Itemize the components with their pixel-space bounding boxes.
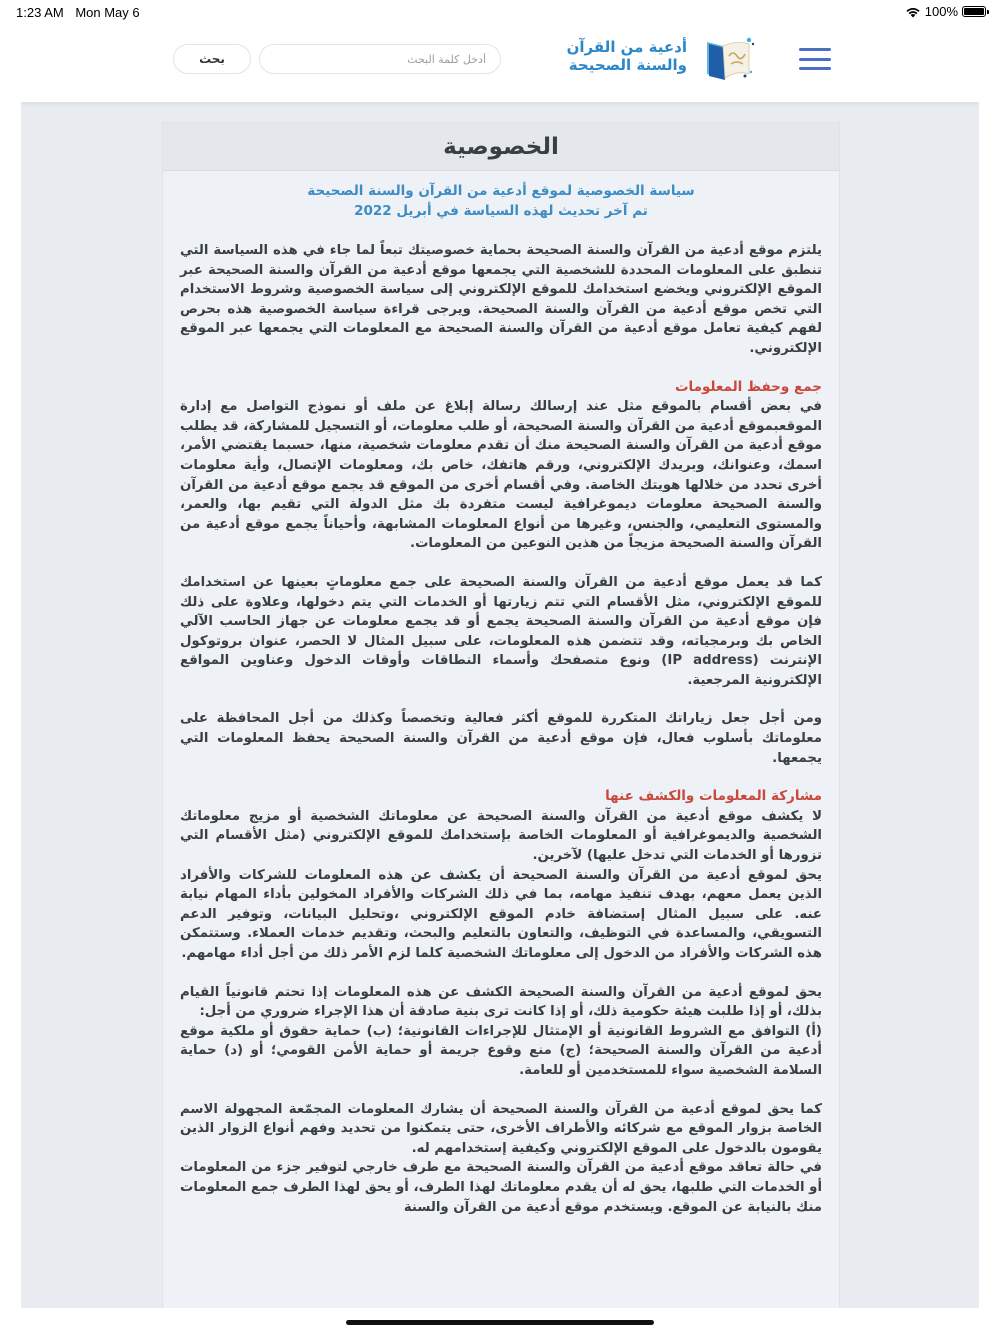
paragraph: لا يكشف موقع أدعية من القرآن والسنة الصحيحة عن معلوماتك الشخصية أو مزيج معلوماتك الشخصية والديموغرافية أو المعلومات الخاصة بإستخدامك للموقع الإلكتروني (مثل الأقسام التي تزورها أو الخدمات التي تدخل عليها) لآخرين.	[180, 808, 822, 864]
paragraph: كما قد يعمل موقع أدعية من القرآن والسنة الصحيحة على جمع معلوماتٍ بعينها عن استخدامك للموقع الإلكتروني، مثل الأقسام التي تتم زيارتها أو الخدمات التي يتم دخولها، وعلاوة على ذلك فإن موقع أدعية من القرآن والسنة الصحيحة يجمع أو قد يجمع معلومات عن جهاز الحاسب الآلي الخاص بك وبرمجياته، وقد تتضمن هذه المعلومات، على سبيل المثال لا الحصر، عنوان بروتوكول الإنترنت (IP address) ونوع متصفحك وأسماء النطاقات وأوقات الدخول وعناوين المواقع الإلكترونية المرجعية.	[180, 574, 822, 688]
subtitle-line-1: سياسة الخصوصية لموقع أدعية من القرآن والسنة الصحيحة	[307, 183, 695, 199]
search-button[interactable]: بحث	[173, 44, 251, 74]
logo-line-1: أدعية من القرآن	[566, 38, 687, 56]
paragraph: يحق لموقع أدعية من القرآن والسنة الصحيحة الكشف عن هذه المعلومات إذا تحتم قانونياً القيام بذلك، أو إذا طلبت هيئة حكومية ذلك، أو إذا كانت ترى بنية صادقة أن هذا الإجراء ضروري من أجل:	[180, 984, 822, 1020]
search-input[interactable]	[259, 44, 501, 74]
paragraph: في حالة تعاقد موقع أدعية من القرآن والسنة الصحيحة مع طرف خارجي لتوفير جزء من المعلومات أو الخدمات التي طلبها، يحق له أن يقدم معلوماتك لهذا الطرف، أو يحق لهذا الطرف جمع المعلومات منك بالنيابة عن الموقع. ويستخدم موقع أدعية من القرآن والسنة	[180, 1160, 822, 1215]
page-title: الخصوصية	[443, 133, 559, 160]
hamburger-menu-icon[interactable]	[799, 48, 831, 70]
logo-line-2: والسنة الصحيحة	[568, 56, 687, 74]
status-time: 1:23 AM	[16, 5, 64, 20]
battery-percent: 100%	[924, 4, 958, 19]
book-calligraphy-logo-icon[interactable]	[701, 34, 761, 82]
subtitle-line-2: تم آخر تحديث لهذه السياسة في أبريل 2022	[354, 203, 648, 219]
privacy-card	[162, 122, 840, 1308]
paragraph: في بعض أقسام بالموقع مثل عند إرسالك رسالة إبلاغ عن ملف أو نموذج التواصل مع إدارة الموقعبموقع أدعية من القرآن والسنة الصحيحة، أو طلب معلومات، أو التسجيل للمشاركة، قد يطلب موقع أدعية من القرآن والسنة الصحيحة منك أن تقدم معلومات شخصية، منها، حسبما يقتضي الأمر، اسمك، وعنوانك، وبريدك الإلكتروني، ورقم هاتفك، خاص بك، ومعلومات الإتصال، وأية معلومات أخرى تحدد من خلالها هويتك الخاصة. وفي أقسام أخرى من الموقع قد يجمع موقع أدعية من القرآن والسنة الصحيحة معلومات ديموغرافية ليست متفردة بك مثل الدولة التي تقيم بها، والعمر، والمستوى التعليمي، والجنس، وغيرها من أنواع المعلومات المشابهة، وأحياناً يجمع موقع أدعية من القرآن والسنة الصحيحة مزيجاً من هذين النوعين من المعلومات.	[180, 399, 822, 552]
battery-icon	[962, 6, 986, 17]
status-date: Mon May 6	[75, 5, 140, 20]
status-bar	[0, 0, 1000, 24]
wifi-icon	[905, 6, 921, 18]
page	[21, 22, 979, 1308]
section-heading-sharing: مشاركة المعلومات والكشف عنها	[605, 788, 822, 805]
card-header	[163, 123, 839, 171]
paragraph: ومن أجل جعل زياراتك المتكررة للموقع أكثر فعالية وتخصصاً وكذلك من أجل المحافظة على معلوماتك بأسلوب فعال، فإن موقع أدعية من القرآن والسنة الصحيحة يحفظ المعلومات التي يجمعها.	[180, 711, 822, 766]
home-indicator[interactable]	[346, 1320, 654, 1325]
paragraph: يحق لموقع أدعية من القرآن والسنة الصحيحة أن يكشف عن هذه المعلومات للشركات والأفراد الذين يعمل معهم، بهدف تنفيذ مهامه، بما في ذلك الشركات والأفراد المخولين بأداء المهام نيابة عنه. على سبيل المثال إستضافة خادم الموقع الإلكتروني ،وتحليل البيانات، وتوفير الدعم التسويقي، والمساعدة في التوظيف، والتعاون بالتعليم والبحث، وتقديم خدمات العملاء. وستتمكن هذه الشركات والأفراد من الدخول إلى معلوماتك الشخصية كلما لزم الأمر ذلك من أجل أداء مهامهم.	[180, 867, 822, 961]
policy-subtitle	[180, 181, 822, 221]
intro-paragraph: يلتزم موقع أدعية من القرآن والسنة الصحيحة بحماية خصوصيتك تبعاً لما جاء في هذه السياسة التي تنطبق على المعلومات المحددة للشخصية التي يجمعها موقع أدعية من القرآن والسنة الصحيحة عبر الموقع الإلكتروني ويخضع استخدامك للموقع الإلكتروني إلى سياسة الخصوصية وشروط الاستخدام التي تخص موقع أدعية من القرآن والسنة الصحيحة. ويرجى قراءة سياسة الخصوصية هذه بحرص لفهم كيفية تعامل موقع أدعية من القرآن والسنة الصحيحة مع المعلومات التي يجمعها عبر الموقع الإلكتروني.	[180, 243, 822, 356]
navbar	[21, 22, 979, 102]
site-logo-text[interactable]	[527, 38, 687, 74]
card-body	[163, 171, 839, 1217]
section-heading-collection: جمع وحفظ المعلومات	[674, 378, 822, 395]
paragraph: كما يحق لموقع أدعية من القرآن والسنة الصحيحة أن يشارك المعلومات المجمّعة المجهولة الاسم الخاصة بزوار الموقع مع شركائه والأطراف الأخرى، حتى يتمكنوا من تحديد وفهم أنواع الزوار الذين يقومون بالدخول على الموقع الإلكتروني وكيفية إستخدامهم له.	[180, 1101, 822, 1156]
paragraph: (أ) التوافق مع الشروط القانونية أو الإمتثال للإجراءات القانونية؛ (ب) حماية حقوق أو ملكية موقع أدعية من القرآن والسنة الصحيحة؛ (ج) منع وقوع جريمة أو حماية الأمن القومي؛ أو (د) حماية السلامة الشخصية سواء للمستخدمين أو للعامة.	[180, 1023, 822, 1078]
